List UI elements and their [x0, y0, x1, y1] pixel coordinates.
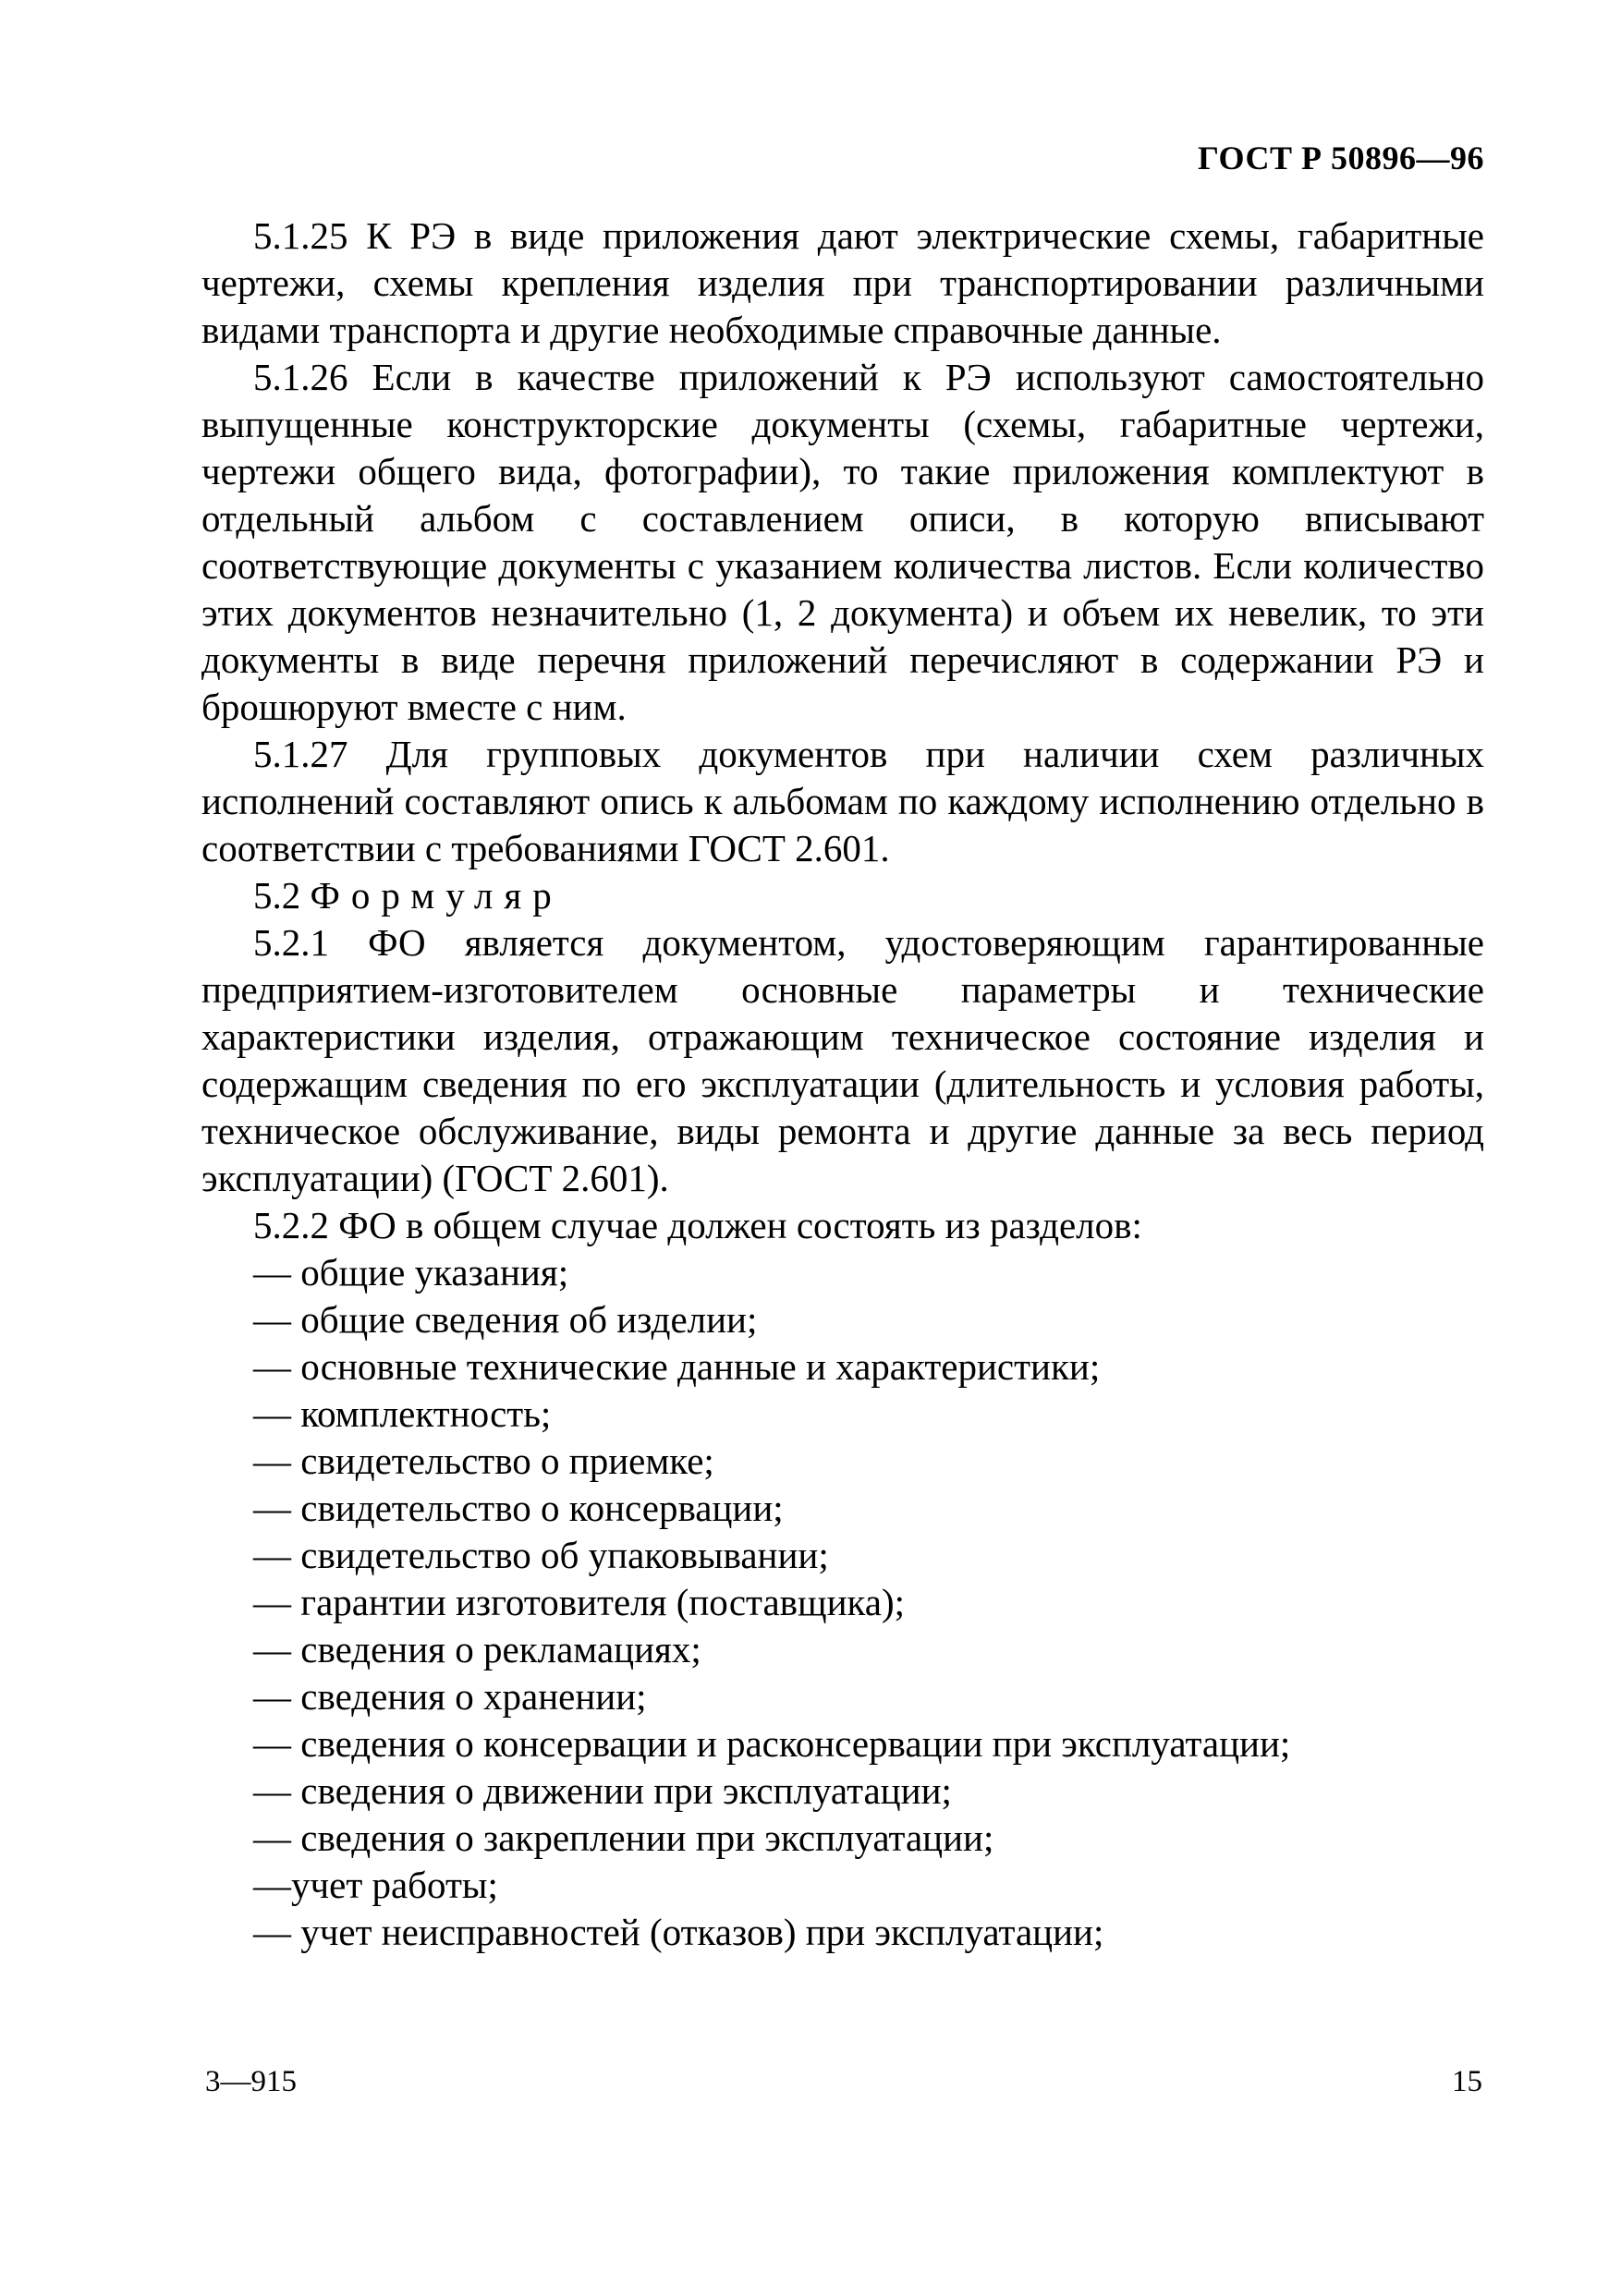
- list-item: — общие сведения об изделии;: [253, 1298, 758, 1341]
- list-item: — основные технические данные и характеристики;: [253, 1345, 1101, 1388]
- page-body: [201, 213, 1484, 1956]
- paragraph-5-1-26: 5.1.26 Если в качестве приложений к РЭ используют самостоятельно выпущенные конструкторские документы (схемы, габаритные чертежи, чертежи общего вида, фотографии), то такие приложения комплектуют в отдельный альбом с составлением описи, в которую вписывают соответствующие документы с указанием количества листов. Если количество этих документов незначительно (1, 2 документа) и объем их невелик, то эти документы в виде перечня приложений перечисляют в содержании РЭ и брошюруют вместе с ним.: [201, 356, 1484, 728]
- paragraph-5-1-27: 5.1.27 Для групповых документов при наличии схем различных исполнений составляют опись к альбомам по каждому исполнению отдельно в соответствии с требованиями ГОСТ 2.601.: [201, 733, 1484, 869]
- document-header: ГОСТ Р 50896—96: [1198, 140, 1484, 176]
- list-item: — гарантии изготовителя (поставщика);: [253, 1581, 906, 1623]
- list-item: —учет работы;: [253, 1864, 498, 1906]
- list-item: — свидетельство о консервации;: [253, 1487, 784, 1529]
- section-title: Формуляр: [310, 874, 563, 917]
- list-item: — учет неисправностей (отказов) при эксплуатации;: [253, 1911, 1104, 1953]
- paragraph-5-2-1: 5.2.1 ФО является документом, удостоверяющим гарантированные предприятием-изготовителем основные параметры и технические характеристики изделия, отражающим техническое состояние изделия и содержащим сведения по его эксплуатации (длительность и условия работы, техническое обслуживание, виды ремонта и другие данные за весь период эксплуатации) (ГОСТ 2.601).: [201, 921, 1484, 1199]
- list-item: — комплектность;: [253, 1392, 552, 1435]
- paragraph-5-1-25: 5.1.25 К РЭ в виде приложения дают электрические схемы, габаритные чертежи, схемы крепления изделия при транспортировании различными видами транспорта и другие необходимые справочные данные.: [201, 214, 1484, 351]
- section-number: 5.2: [253, 874, 301, 917]
- list-item: — сведения о движении при эксплуатации;: [253, 1769, 952, 1812]
- list-item: — сведения о хранении;: [253, 1675, 647, 1718]
- list-item: — сведения о консервации и расконсервации при эксплуатации;: [253, 1722, 1291, 1765]
- list-item: — общие указания;: [253, 1251, 569, 1294]
- sections-list: [201, 1249, 1484, 1956]
- footer-print-code: 3—915: [205, 2065, 297, 2098]
- list-item: — сведения о закреплении при эксплуатации;: [253, 1816, 994, 1859]
- page-number: 15: [1452, 2065, 1482, 2098]
- section-heading: [201, 872, 1484, 919]
- paragraph-5-2-2: 5.2.2 ФО в общем случае должен состоять из разделов:: [253, 1204, 1142, 1246]
- list-item: — сведения о рекламациях;: [253, 1628, 701, 1670]
- list-item: — свидетельство о приемке;: [253, 1440, 714, 1482]
- list-item: — свидетельство об упаковывании;: [253, 1534, 829, 1576]
